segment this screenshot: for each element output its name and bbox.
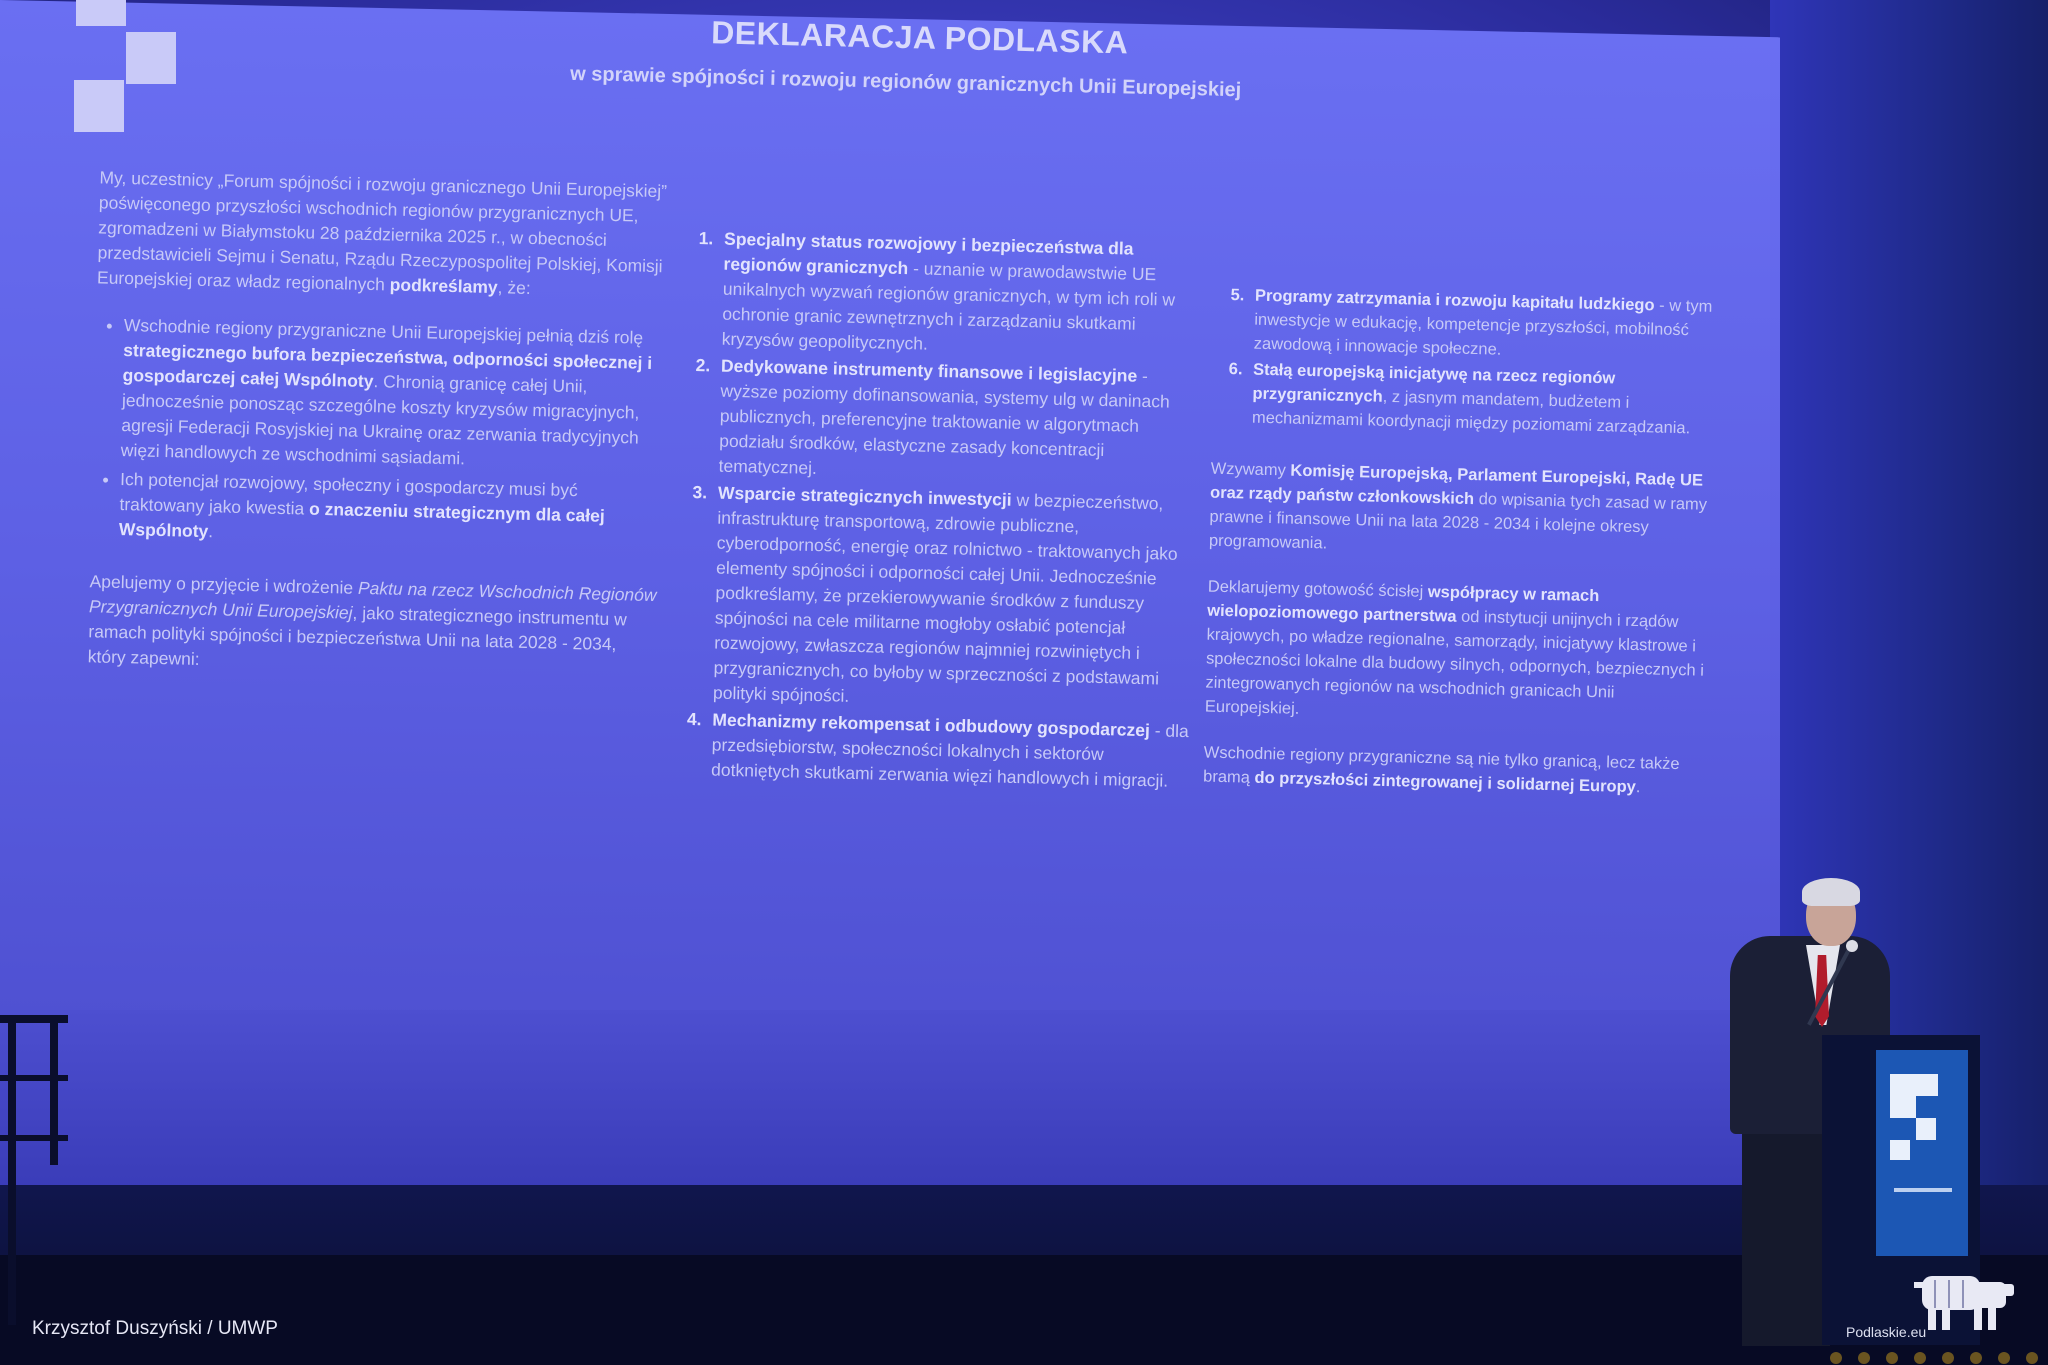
- numbered-list-continued: [1212, 283, 1715, 441]
- slide-column-right: [1202, 283, 1715, 823]
- call-paragraph: Wzywamy Komisję Europejską, Parlament Europejski, Radę UE oraz rządy państw członkowskich do wpisania tych zasad w ramy prawne i finansowe Unii na lata 2028 - 2034 i kolejne okresy programowania.: [1208, 459, 1708, 553]
- speaker-legs: [1742, 1126, 1830, 1346]
- lighting-rig: [0, 1015, 68, 1325]
- list-item: 1. Specjalny status rozwojowy i bezpieczeństwa dla regionów granicznych - uznanie w prawodawstwie UE unikalnych wyzwań regionów granicznych, w tym ich roli w ochronie granic zewnętrznych i zarządzaniu skutkami kryzysów geopolitycznych.: [715, 227, 1204, 364]
- slide-title: DEKLARACJA PODLASKA: [710, 14, 1129, 61]
- bullet-list: [91, 312, 666, 555]
- podium-caption: [1894, 1188, 1952, 1192]
- list-item: 3. Wsparcie strategicznych inwestycji w bezpieczeństwo, infrastrukturę transportową, zdrowie publiczne, cyberodporność, energię oraz rolnictwo - traktowanych jako elementy spójności i odporności całej Unii. Jednocześnie podkreślamy, że przekierowywanie środków z funduszy spójności na cele militarne mogłoby osłabić potencjał rozwojowy, zwłaszcza regionów najmniej rozwiniętych i przygranicznych, co byłoby w sprzeczności z podstawami polityki spójności.: [707, 480, 1198, 717]
- stage-front: [0, 1255, 2048, 1365]
- intro-paragraph: My, uczestnicy „Forum spójności i rozwoju granicznego Unii Europejskiej” poświęconego przyszłości wschodnich regionów przygranicznych UE, zgromadzeni w Białymstoku 28 października 2025 r., w obecności przedstawicieli Sejmu i Senatu, Rządu Rzeczypospolitej Polskiej, Komisji Europejskiej oraz władz regionalnych podkreślamy, że:: [96, 167, 668, 298]
- stage-footlights: [1830, 1352, 2048, 1365]
- bison-logo-icon: [1912, 1266, 2024, 1334]
- screen-lower-area: [0, 1010, 1780, 1190]
- list-item: • Wschodnie regiony przygraniczne Unii Europejskiej pełnią dziś rolę strategicznego bufora bezpieczeństwa, odporności społecznej i gospodarczej całej Wspólnoty. Chronią granicę całej Unii, jednocześnie ponosząc szczególne koszty kryzysów migracyjnych, agresji Federacji Rosyjskiej na Ukrainę oraz zerwania tradycyjnych więzi handlowych ze wschodnimi sąsiadami.: [121, 313, 667, 476]
- list-item: 2. Dedykowane instrumenty finansowe i legislacyjne - wyższe poziomy dofinansowania, systemy ulg w daninach publicznych, preferencyjne traktowanie w algorytmach podziału środków, elastyczne zasady koncentracji tematycznej.: [712, 353, 1201, 490]
- declaration-paragraph: Deklarujemy gotowość ścisłej współpracy w ramach wielopoziomowego partnerstwa od instytucji unijnych i rządów krajowych, po władze regionalne, samorządy, inicjatywy klastrowe i społeczności lokalne dla budowy silnych, odpornych, bezpiecznych i zintegrowanych regionów na wschodnich granicach Unii Europejskiej.: [1204, 577, 1705, 718]
- site-watermark: Podlaskie.eu: [1846, 1324, 1927, 1340]
- podium-logo-panel: [1876, 1050, 1968, 1256]
- list-item: 6. Stałą europejską inicjatywę na rzecz regionów przygranicznych, z jasnym mandatem, budżetem i mechanizmami koordynacji między poziomami zarządzania.: [1246, 357, 1714, 440]
- slide-column-left: [87, 165, 670, 705]
- microphone: [1846, 940, 1858, 952]
- photo-credit: Krzysztof Duszyński / UMWP: [32, 1318, 278, 1339]
- list-item: • Ich potencjał rozwojowy, społeczny i gospodarczy musi być traktowany jako kwestia o znaczeniu strategicznym dla całej Wspólnoty.: [119, 467, 663, 555]
- list-item: 4. Mechanizmy rekompensat i odbudowy gospodarczej - dla przedsiębiorstw, społeczności lokalnych i sektorów dotkniętych skutkami zerwania więzi handlowych i migracji.: [705, 707, 1193, 794]
- list-item: 5. Programy zatrzymania i rozwoju kapitału ludzkiego - w tym inwestycje w edukację, kompetencje przyszłości, mobilność zawodową i innowacje społeczne.: [1247, 284, 1715, 367]
- appeal-paragraph: Apelujemy o przyjęcie i wdrożenie Paktu na rzecz Wschodnich Regionów Przygranicznych Unii Europejskiej, jako strategicznego instrumentu w ramach polityki spójności i bezpieczeństwa Unii na lata 2028 - 2034, który zapewni:: [87, 571, 657, 669]
- slide-column-middle: [671, 226, 1204, 797]
- numbered-list: [671, 226, 1204, 795]
- closing-paragraph: Wschodnie regiony przygraniczne są nie tylko granicą, lecz także bramą do przyszłości zintegrowanej i solidarnej Europy.: [1202, 743, 1680, 797]
- slide-subtitle: w sprawie spójności i rozwoju regionów granicznych Unii Europejskiej: [569, 62, 1242, 102]
- speaker-hair: [1802, 878, 1860, 906]
